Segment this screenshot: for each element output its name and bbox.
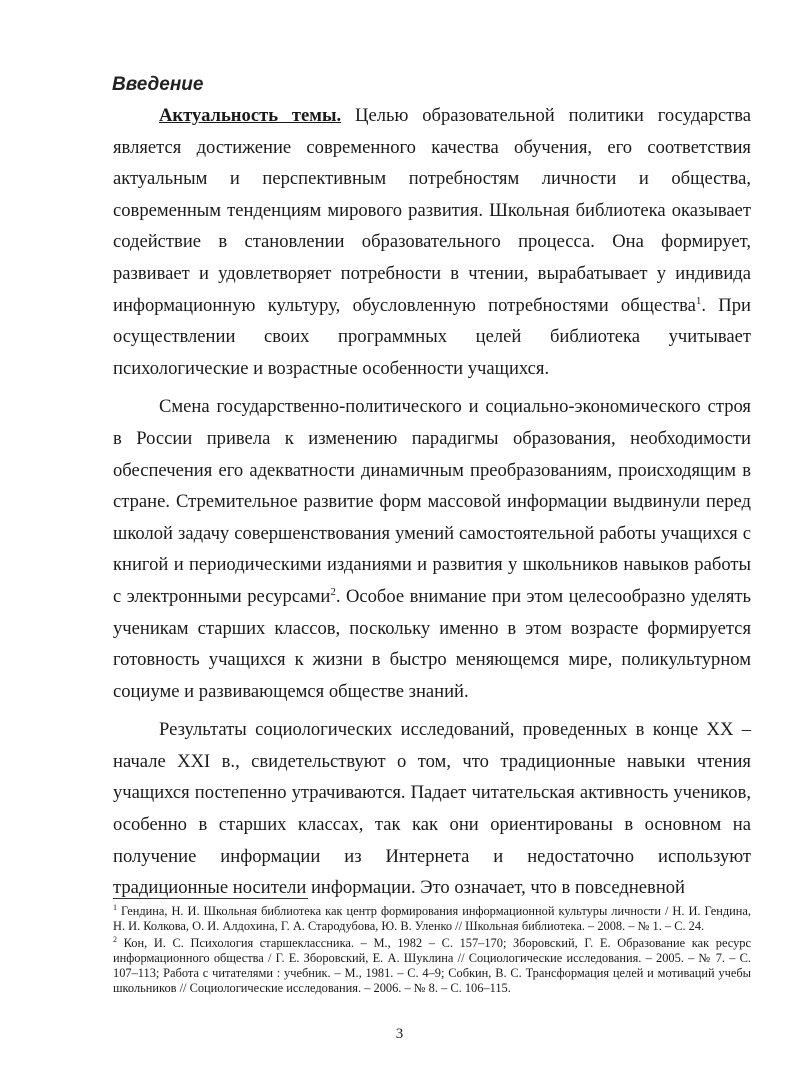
footnote-text: Гендина, Н. И. Школьная библиотека как центр формирования информационной культуры личности / Н. И. Гендина, Н. И. Колкова, О. И. Алдохина, Г. А. Стародубова, Ю. В. Уленко // Школьная библиотека. – 2008. – № 1. – С. 24.	[113, 904, 751, 933]
page-number: 3	[395, 1026, 404, 1042]
body-text	[113, 100, 751, 911]
footnote-1	[113, 904, 751, 934]
footnote-ref-2: 2	[330, 585, 336, 598]
footnote-2	[113, 936, 751, 996]
footnote-text: Кон, И. С. Психология старшеклассника. – М., 1982 – С. 157–170; Зборовский, Г. Е. Образование как ресурс информационного общества / Г. Е. Зборовский, Е. А. Шуклина // Социологические исследования. – 2005. – № 7. – С. 107–113; Работа с читателями : учебник. – М., 1981. – С. 4–9; Собкин, В. С. Трансформация целей и мотиваций учебы школьников // Социологические исследования. – 2006. – № 8. – С. 106–115.	[113, 936, 751, 995]
paragraph-relevance	[113, 100, 751, 384]
footnote-number: 2	[113, 934, 117, 944]
paragraph-text: . При осуществлении своих программных целей библиотека учитывает психологические и возрастные особенности учащихся.	[113, 294, 751, 379]
footnote-separator	[113, 898, 308, 899]
paragraph-change	[113, 391, 751, 707]
paragraph-text: . Особое внимание при этом целесообразно уделять ученикам старших классов, поскольку именно в этом возрасте формируется готовность учащихся к жизни в быстро меняющемся мире, поликультурном социуме и развивающемся обществе знаний.	[113, 585, 751, 702]
section-heading: Введение	[112, 74, 204, 95]
topic-label: Актуальность темы.	[159, 105, 342, 126]
paragraph-results: Результаты социологических исследований, проведенных в конце XX – начале XXI в., свидетельствуют о том, что традиционные навыки чтения учащихся постепенно утрачиваются. Падает читательская активность учеников, особенно в старших классах, так как они ориентированы в основном на получение информации из Интернета и недостаточно используют традиционные носители информации. Это означает, что в повседневной	[113, 719, 751, 899]
paragraph-text: Смена государственно-политического и социально-экономического строя в России привела к изменению парадигмы образования, необходимости обеспечения его адекватности динамичным преобразованиям, происходящим в стране. Стремительное развитие форм массовой информации выдвинули перед школой задачу совершенствования умений самостоятельной работы учащихся с книгой и периодическими изданиями и развития у школьников навыков работы с электронными ресурсами	[113, 396, 751, 607]
footnote-number: 1	[113, 902, 117, 912]
paragraph-text: Целью образовательной политики государства является достижение современного качества обучения, его соответствия актуальным и перспективным потребностям личности и общества, современным тенденциям мирового развития. Школьная библиотека оказывает содействие в становлении образовательного процесса. Она формирует, развивает и удовлетворяет потребности в чтении, вырабатывает у индивида информационную культуру, обусловленную потребностями общества	[113, 105, 751, 316]
footnotes	[113, 904, 751, 998]
footnote-ref-1: 1	[695, 294, 702, 307]
